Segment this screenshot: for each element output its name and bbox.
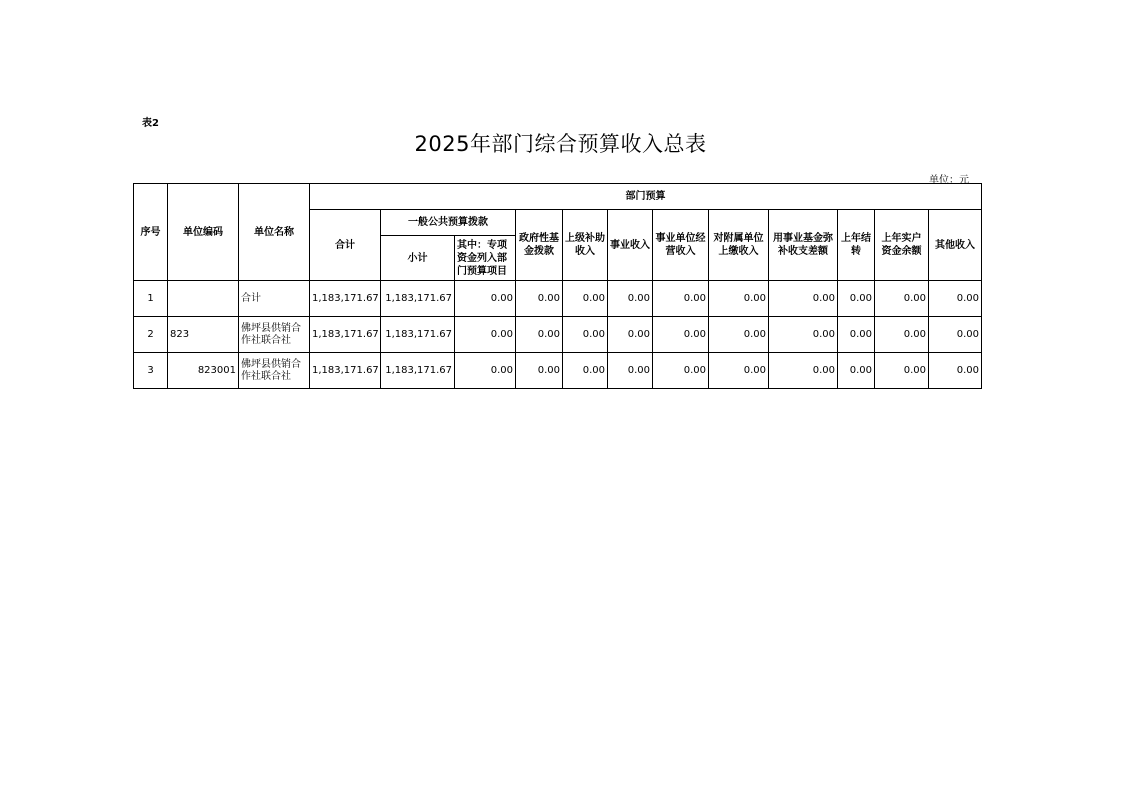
page-title: 2025年部门综合预算收入总表 [414,132,707,156]
cell-gov-fund: 0.00 [516,353,563,389]
header-total: 合计 [310,210,381,281]
cell-seq: 1 [134,281,168,317]
cell-reserve: 0.00 [769,317,838,353]
cell-carry: 0.00 [838,281,875,317]
cell-name: 佛坪县供销合作社联合社 [239,317,310,353]
header-prior-balance: 上年实户资金余额 [875,210,929,281]
header-carry-over: 上年结转 [838,210,875,281]
cell-operation: 0.00 [653,353,709,389]
cell-affiliated: 0.00 [709,317,769,353]
cell-subtotal: 1,183,171.67 [381,353,455,389]
header-other-income: 其他收入 [929,210,982,281]
cell-other: 0.00 [929,281,982,317]
cell-total: 1,183,171.67 [310,317,381,353]
table-row [134,317,982,353]
cell-affiliated: 0.00 [709,281,769,317]
cell-affiliated: 0.00 [709,353,769,389]
header-affiliated-income: 对附属单位上缴收入 [709,210,769,281]
cell-special: 0.00 [455,281,516,317]
cell-seq: 3 [134,353,168,389]
table-row [134,281,982,317]
cell-code: 823 [168,317,239,353]
cell-subtotal: 1,183,171.67 [381,317,455,353]
cell-total: 1,183,171.67 [310,281,381,317]
header-business-operation: 事业单位经营收入 [653,210,709,281]
cell-superior: 0.00 [563,317,608,353]
header-dept-budget: 部门预算 [310,184,982,210]
table-number: 表2 [142,118,159,129]
cell-business: 0.00 [608,281,653,317]
cell-gov-fund: 0.00 [516,281,563,317]
header-unit-code: 单位编码 [168,184,239,281]
unit-label: 单位：元 [929,175,969,186]
cell-operation: 0.00 [653,317,709,353]
header-superior-subsidy: 上级补助收入 [563,210,608,281]
cell-total: 1,183,171.67 [310,353,381,389]
header-special-fund: 其中：专项资金列入部门预算项目 [455,236,516,281]
cell-other: 0.00 [929,317,982,353]
cell-superior: 0.00 [563,353,608,389]
cell-prior: 0.00 [875,353,929,389]
cell-seq: 2 [134,317,168,353]
cell-prior: 0.00 [875,281,929,317]
header-reserve-fund: 用事业基金弥补收支差额 [769,210,838,281]
cell-business: 0.00 [608,317,653,353]
table-row [134,353,982,389]
cell-carry: 0.00 [838,353,875,389]
cell-name: 合计 [239,281,310,317]
cell-business: 0.00 [608,353,653,389]
cell-subtotal: 1,183,171.67 [381,281,455,317]
header-seq: 序号 [134,184,168,281]
cell-reserve: 0.00 [769,353,838,389]
cell-prior: 0.00 [875,317,929,353]
header-gov-fund: 政府性基金拨款 [516,210,563,281]
header-unit-name: 单位名称 [239,184,310,281]
cell-code: 823001 [168,353,239,389]
cell-other: 0.00 [929,353,982,389]
cell-operation: 0.00 [653,281,709,317]
cell-gov-fund: 0.00 [516,317,563,353]
cell-reserve: 0.00 [769,281,838,317]
budget-income-table [133,183,982,389]
cell-code [168,281,239,317]
cell-name: 佛坪县供销合作社联合社 [239,353,310,389]
cell-special: 0.00 [455,353,516,389]
header-subtotal: 小计 [381,236,455,281]
header-business-income: 事业收入 [608,210,653,281]
cell-special: 0.00 [455,317,516,353]
cell-carry: 0.00 [838,317,875,353]
header-general-budget: 一般公共预算拨款 [381,210,516,236]
cell-superior: 0.00 [563,281,608,317]
